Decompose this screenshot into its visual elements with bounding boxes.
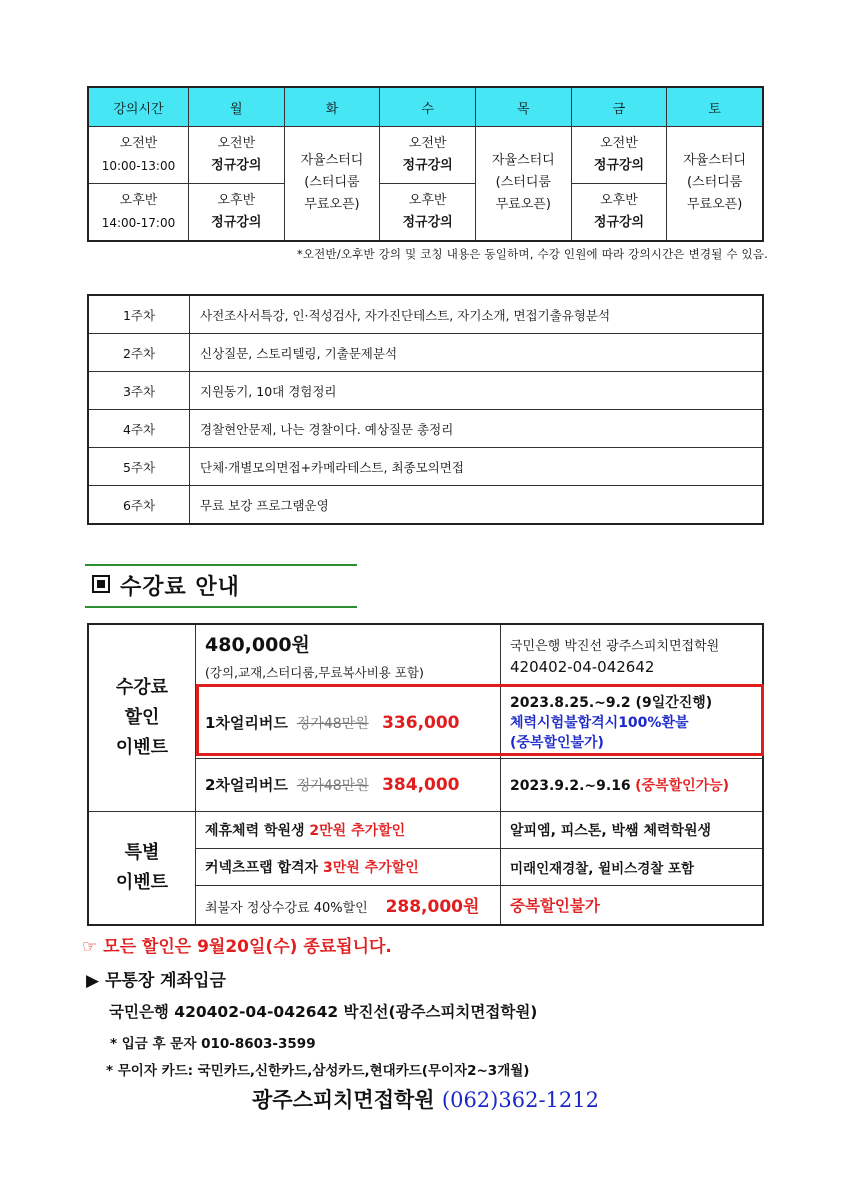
class-name: 정규강의 — [211, 158, 262, 173]
fee-label-line: 이벤트 — [115, 736, 169, 758]
footer-contact — [252, 1084, 599, 1114]
week-content: 무료 보강 프로그램운영 — [190, 486, 764, 525]
week-label: 4주차 — [88, 410, 190, 448]
table-row — [88, 410, 763, 448]
special-3-prefix: 최불자 정상수강료 40%할인 — [205, 901, 368, 917]
schedule-header-row — [88, 87, 763, 127]
discount-deadline-note: ☞ 모든 할인은 9월20일(수) 종료됩니다. — [82, 937, 392, 957]
week-content: 지원동기, 10대 경험정리 — [190, 372, 764, 410]
table-row — [88, 372, 763, 410]
afternoon-time-cell — [88, 184, 188, 241]
base-price: 480,000원 — [205, 633, 310, 656]
early-bird-2-original: 정가48만원 — [296, 778, 369, 794]
fee-label-cell — [88, 624, 196, 811]
schedule-afternoon-row — [88, 184, 763, 241]
sat-study — [667, 127, 763, 241]
special-2-prefix: 커넥츠프랩 합격자 — [205, 859, 323, 876]
special-3-highlight: 288,000원 — [385, 897, 480, 918]
week-content: 신상질문, 스토리텔링, 기출문제분석 — [190, 334, 764, 372]
header-tue: 화 — [284, 87, 380, 127]
class-label: 오전반 — [600, 136, 638, 151]
thu-study — [475, 127, 571, 241]
fee-base-row — [88, 624, 763, 686]
header-thu: 목 — [475, 87, 571, 127]
early-bird-2-cell — [196, 758, 501, 811]
header-sat: 토 — [667, 87, 763, 127]
wed-afternoon — [380, 184, 476, 241]
table-row — [88, 448, 763, 486]
fee-table — [87, 623, 764, 926]
bank-account: 420402-04-042642 — [510, 657, 655, 676]
early-bird-2-dup: (중복할인가능) — [635, 777, 730, 794]
week-content: 경찰현안문제, 나는 경찰이다. 예상질문 총정리 — [190, 410, 764, 448]
afternoon-label: 오후반 — [119, 192, 158, 208]
class-name: 정규강의 — [402, 158, 453, 173]
bank-transfer-title: ▶ 무통장 계좌입금 — [86, 971, 226, 991]
early-bird-2-name: 2차얼리버드 — [205, 776, 288, 794]
fee-label-line: 수강료 — [115, 676, 169, 698]
section-heading — [92, 570, 240, 601]
tue-study — [284, 127, 380, 241]
early-bird-highlight-box — [196, 684, 764, 756]
early-bird-1-no-dup: (중복할인불가) — [510, 735, 604, 751]
special-label-line: 특별 — [124, 841, 160, 863]
study-line3: 무료오픈) — [304, 197, 360, 213]
class-label: 오후반 — [408, 192, 447, 208]
bank-cell — [501, 624, 764, 686]
heading-divider-bottom — [85, 606, 357, 608]
special-1-highlight: 2만원 추가할인 — [309, 822, 406, 839]
special-row-1 — [88, 811, 763, 848]
bank-name: 국민은행 박진선 광주스피치면접학원 — [510, 638, 720, 654]
special-1-prefix: 제휴체력 학원생 — [205, 822, 310, 839]
special-label-line: 이벤트 — [115, 871, 169, 893]
study-line1: 자율스터디 — [683, 153, 747, 169]
early-bird-1-refund: 체력시험불합격시100%환불 — [510, 715, 689, 731]
study-line2: (스터디룸 — [495, 175, 551, 191]
study-line2: (스터디룸 — [686, 175, 743, 191]
study-line2: (스터디룸 — [304, 175, 360, 191]
square-bullet-icon — [92, 575, 110, 593]
mon-afternoon — [188, 184, 284, 241]
study-line3: 무료오픈) — [686, 197, 743, 213]
fee-label-line: 할인 — [124, 706, 160, 728]
early-bird-1-original: 정가48만원 — [296, 715, 369, 732]
wed-morning — [380, 127, 476, 184]
morning-time-cell — [88, 127, 188, 184]
schedule-note: *오전반/오후반 강의 및 코칭 내용은 동일하며, 수강 인원에 따라 강의시간은 변경될 수 있음. — [296, 247, 768, 261]
week-label: 5주차 — [88, 448, 190, 486]
special-2-highlight: 3만원 추가할인 — [322, 859, 419, 876]
fri-morning — [571, 127, 667, 184]
afternoon-time: 14:00-17:00 — [101, 215, 176, 230]
week-label: 2주차 — [88, 334, 190, 372]
heading-divider-top — [85, 564, 357, 566]
early-bird-1-name: 1차얼리버드 — [205, 713, 288, 732]
special-1-right: 알피엠, 피스톤, 박쌤 체력학원생 — [501, 811, 764, 848]
special-3-right: 중복할인불가 — [501, 885, 764, 925]
table-row — [88, 486, 763, 525]
header-mon: 월 — [188, 87, 284, 127]
schedule-table — [87, 86, 764, 242]
transfer-sms-note: * 입금 후 문자 010-8603-3599 — [110, 1036, 316, 1052]
header-time: 강의시간 — [88, 87, 188, 127]
class-name: 정규강의 — [402, 214, 453, 230]
early-bird-1-period: 2023.8.25.~9.2 (9일간진행) — [510, 695, 713, 711]
table-row — [88, 295, 763, 334]
week-content: 단체·개별모의면접+카메라테스트, 최종모의면접 — [190, 448, 764, 486]
class-label: 오전반 — [408, 136, 447, 151]
special-label-cell — [88, 811, 196, 925]
study-line1: 자율스터디 — [300, 153, 364, 169]
base-price-cell — [196, 624, 501, 686]
weekly-curriculum-table — [87, 294, 764, 525]
fri-afternoon — [571, 184, 667, 241]
class-label: 오후반 — [600, 192, 638, 208]
early-bird-2-price: 384,000 — [382, 775, 460, 795]
mon-morning — [188, 127, 284, 184]
class-label: 오전반 — [217, 136, 256, 151]
class-name: 정규강의 — [593, 214, 645, 230]
early-bird-2-info — [501, 758, 764, 811]
table-row — [88, 334, 763, 372]
early-bird-1-price: 336,000 — [382, 712, 460, 733]
study-line3: 무료오픈) — [495, 197, 551, 213]
academy-phone: (062)362-1212 — [441, 1088, 599, 1112]
section-title: 수강료 안내 — [120, 575, 240, 600]
schedule-morning-row — [88, 127, 763, 184]
header-fri: 금 — [571, 87, 667, 127]
special-2-left — [196, 848, 501, 885]
bank-transfer-account: 국민은행 420402-04-042642 박진선(광주스피치면접학원) — [109, 1003, 538, 1021]
morning-time: 10:00-13:00 — [101, 159, 176, 173]
special-1-left — [196, 811, 501, 848]
special-3-left — [196, 885, 501, 925]
week-label: 1주차 — [88, 295, 190, 334]
academy-name: 광주스피치면접학원 — [252, 1087, 435, 1112]
week-label: 6주차 — [88, 486, 190, 525]
interest-free-card-note: * 무이자 카드: 국민카드,신한카드,삼성카드,현대카드(무이자2~3개월) — [106, 1063, 530, 1079]
week-content: 사전조사서특강, 인·적성검사, 자가진단테스트, 자기소개, 면접기출유형분석 — [190, 295, 764, 334]
class-label: 오후반 — [217, 192, 256, 208]
class-name: 정규강의 — [211, 214, 262, 230]
morning-label: 오전반 — [119, 136, 158, 151]
special-2-right: 미래인재경찰, 윌비스경찰 포함 — [501, 848, 764, 885]
study-line1: 자율스터디 — [491, 153, 555, 169]
early-bird-2-period: 2023.9.2.~9.16 — [510, 777, 631, 794]
week-label: 3주차 — [88, 372, 190, 410]
base-price-note: (강의,교재,스터디룸,무료복사비용 포함) — [205, 664, 424, 680]
class-name: 정규강의 — [593, 158, 645, 173]
header-wed: 수 — [380, 87, 476, 127]
